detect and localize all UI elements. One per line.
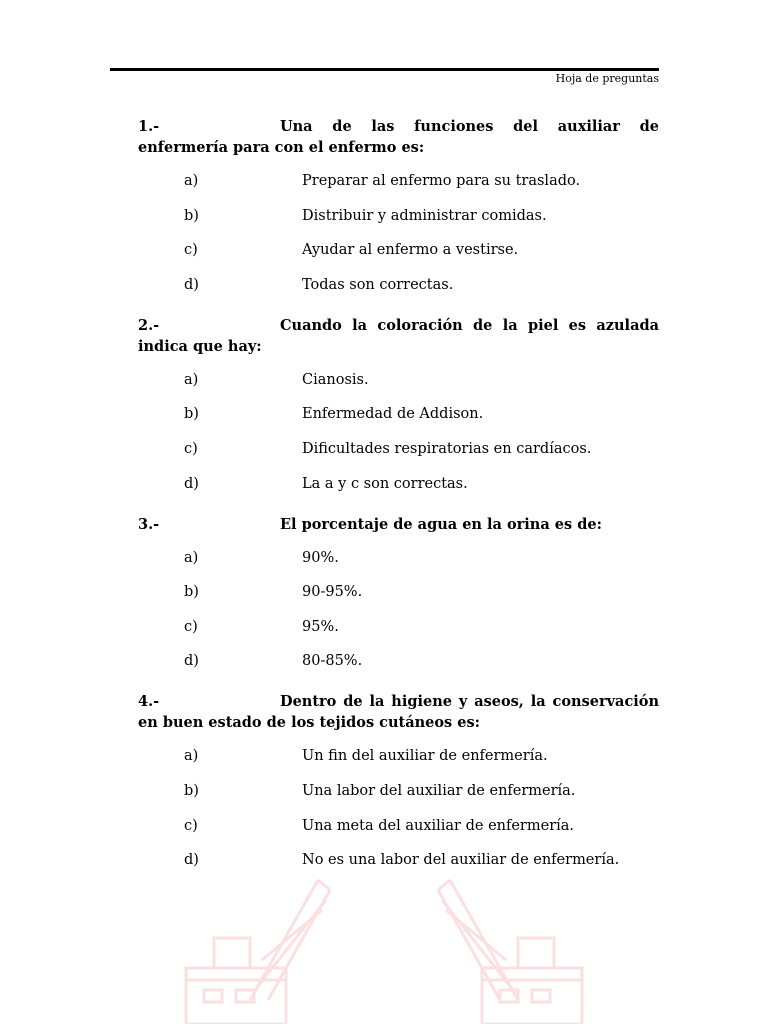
option-letter: b): [184, 584, 199, 601]
question-number: 3.-: [138, 515, 160, 533]
option-d: [138, 650, 659, 672]
option-text: 90%.: [302, 549, 339, 566]
option-text: Cianosis.: [302, 371, 369, 388]
question-number: 4.-: [138, 693, 160, 711]
option-text: Todas son correctas.: [302, 276, 454, 293]
question-number: 1.-: [138, 118, 160, 135]
question-text: Dentro de la higiene y aseos, la conservación en buen estado de los tejidos cutáneos es:: [138, 693, 659, 732]
option-text: Dificultades respiratorias en cardíacos.: [302, 440, 592, 457]
option-text: Ayudar al enfermo a vestirse.: [302, 242, 519, 259]
option-c: [138, 616, 659, 638]
question-3: [138, 514, 659, 673]
option-text: Un fin del auxiliar de enfermería.: [302, 748, 548, 765]
header-label: Hoja de preguntas: [555, 72, 659, 85]
option-letter: d): [184, 276, 199, 293]
question-list: [138, 116, 659, 890]
question-text: El porcentaje de agua en la orina es de:: [280, 515, 602, 533]
option-text: Distribuir y administrar comidas.: [302, 207, 547, 224]
option-letter: c): [184, 618, 198, 635]
question-4: [138, 691, 659, 871]
option-letter: c): [184, 817, 198, 834]
option-letter: b): [184, 207, 199, 224]
option-text: Una labor del auxiliar de enfermería.: [302, 782, 576, 799]
option-a: [138, 745, 659, 767]
option-text: La a y c son correctas.: [302, 475, 468, 492]
option-b: [138, 205, 659, 227]
option-letter: a): [184, 173, 199, 189]
option-text: 95%.: [302, 618, 339, 635]
option-letter: d): [184, 653, 199, 670]
option-d: [138, 849, 659, 871]
question-1: [138, 116, 659, 296]
question-2: [138, 315, 659, 495]
option-letter: d): [184, 852, 199, 869]
option-letter: d): [184, 475, 199, 492]
option-letter: c): [184, 440, 198, 457]
option-letter: a): [184, 549, 199, 566]
header-rule: [110, 68, 659, 71]
option-text: No es una labor del auxiliar de enfermería.: [302, 852, 620, 869]
option-c: [138, 815, 659, 837]
option-c: [138, 438, 659, 460]
option-a: [138, 170, 659, 192]
option-b: [138, 403, 659, 425]
option-letter: a): [184, 748, 199, 765]
option-c: [138, 239, 659, 261]
option-letter: a): [184, 371, 199, 388]
option-a: [138, 369, 659, 391]
option-letter: c): [184, 242, 198, 259]
question-text: Cuando la coloración de la piel es azulada indica que hay:: [138, 316, 659, 355]
question-number: 2.-: [138, 316, 160, 334]
option-b: [138, 581, 659, 603]
option-b: [138, 780, 659, 802]
question-text: Una de las funciones del auxiliar de enfermería para con el enfermo es:: [138, 118, 659, 156]
option-a: [138, 547, 659, 569]
option-letter: b): [184, 782, 199, 799]
option-d: [138, 473, 659, 495]
option-letter: b): [184, 406, 199, 423]
option-d: [138, 274, 659, 296]
option-text: 90-95%.: [302, 584, 363, 601]
option-text: Preparar al enfermo para su traslado.: [302, 173, 581, 189]
option-text: 80-85%.: [302, 653, 363, 670]
option-text: Enfermedad de Addison.: [302, 406, 484, 423]
option-text: Una meta del auxiliar de enfermería.: [302, 817, 575, 834]
